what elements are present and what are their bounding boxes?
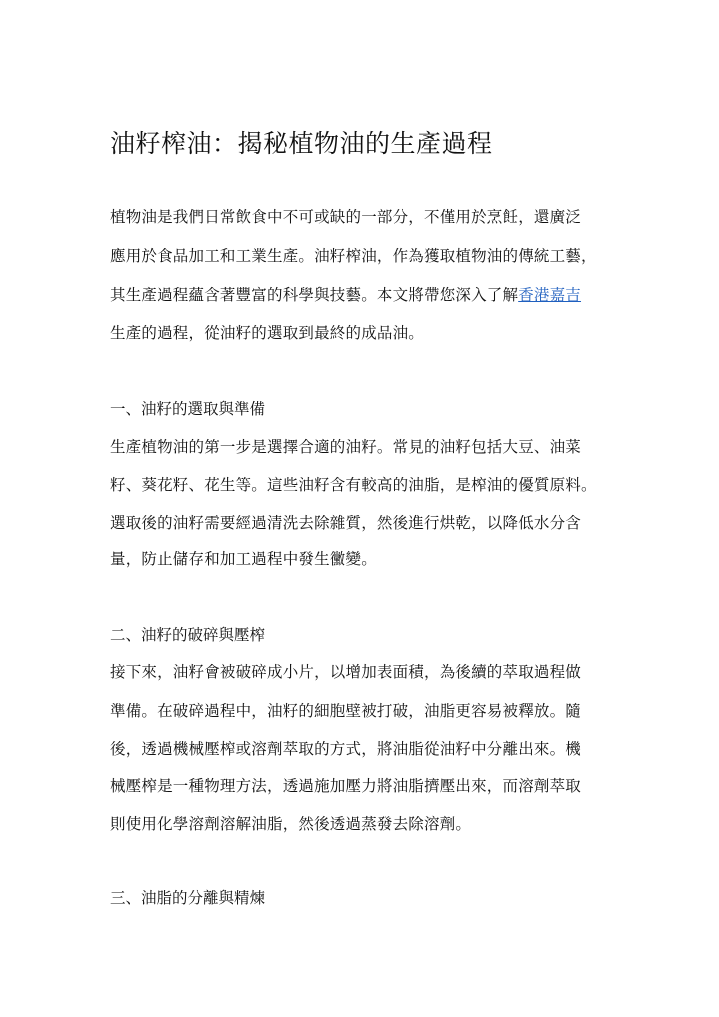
section-2-heading: 二、油籽的破碎與壓榨: [110, 626, 266, 644]
section-2-line-4: 械壓榨是一種物理方法，透過施加壓力將油脂擠壓出來，而溶劑萃取: [110, 777, 582, 795]
intro-line-1: 植物油是我們日常飲食中不可或缺的一部分，不僅用於烹飪，還廣泛: [110, 208, 582, 226]
section-2-line-1: 接下來，油籽會被破碎成小片，以增加表面積，為後續的萃取過程做: [110, 663, 582, 681]
section-1-heading: 一、油籽的選取與準備: [110, 400, 266, 418]
section-2-line-2: 準備。在破碎過程中，油籽的細胞壁被打破，油脂更容易被釋放。隨: [110, 702, 582, 720]
section-3-heading: 三、油脂的分離與精煉: [110, 889, 266, 907]
intro-line-3: [110, 284, 581, 306]
intro-line-2: 應用於食品加工和工業生產。油籽榨油，作為獲取植物油的傳統工藝，: [110, 247, 597, 265]
section-1-line-4: 量，防止儲存和加工過程中發生黴變。: [110, 550, 377, 568]
hong-kong-cargill-link[interactable]: 香港嘉吉: [518, 286, 582, 304]
section-2-line-5: 則使用化學溶劑溶解油脂，然後透過蒸發去除溶劑。: [110, 815, 472, 833]
section-1-line-2: 籽、葵花籽、花生等。這些油籽含有較高的油脂，是榨油的優質原料。: [110, 476, 597, 494]
page-title: 油籽榨油：揭秘植物油的生產過程: [110, 129, 493, 158]
section-1-line-3: 選取後的油籽需要經過清洗去除雜質，然後進行烘乾，以降低水分含: [110, 514, 582, 532]
intro-line-3-text: 其生產過程蘊含著豐富的科學與技藝。本文將帶您深入了解: [110, 286, 519, 304]
section-2-line-3: 後，透過機械壓榨或溶劑萃取的方式，將油脂從油籽中分離出來。機: [110, 740, 582, 758]
section-1-line-1: 生產植物油的第一步是選擇合適的油籽。常見的油籽包括大豆、油菜: [110, 438, 582, 456]
intro-line-4: 生產的過程，從油籽的選取到最終的成品油。: [110, 324, 425, 342]
